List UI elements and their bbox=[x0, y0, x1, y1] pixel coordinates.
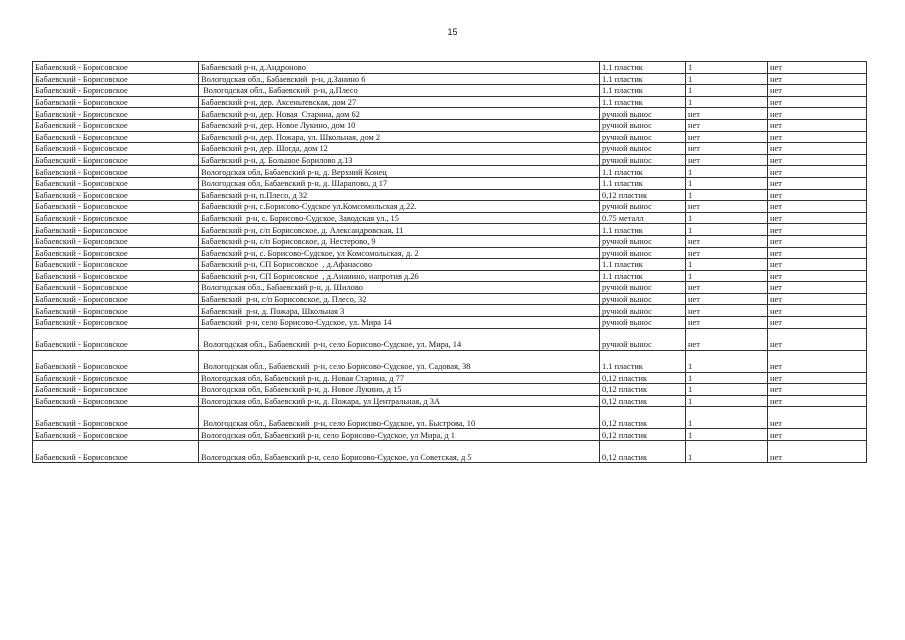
address-cell: Бабаевский р-н, СП Борисовское , д.Ананино, напротив д.26 bbox=[199, 270, 600, 282]
table-row bbox=[33, 62, 867, 74]
address-cell: Вологодская обл, Бабаевский р-н, д. Шарапово, д 17 bbox=[199, 177, 600, 189]
settlement-cell: Бабаевский - Борисовское bbox=[33, 305, 199, 317]
settlement-cell: Бабаевский - Борисовское bbox=[33, 317, 199, 329]
note-cell: нет bbox=[768, 328, 867, 350]
count-cell: нет bbox=[686, 235, 768, 247]
address-cell: Бабаевский р-н, дер. Аксеньтевская, дом 27 bbox=[199, 96, 600, 108]
note-cell: нет bbox=[768, 201, 867, 213]
container-cell: 1.1 пластик bbox=[600, 350, 686, 372]
count-cell: 1 bbox=[686, 85, 768, 97]
count-cell: 1 bbox=[686, 224, 768, 236]
address-cell: Бабаевский р-н, с. Борисово-Судское, ул Комсомольская, д. 2 bbox=[199, 247, 600, 259]
settlement-cell: Бабаевский - Борисовское bbox=[33, 166, 199, 178]
note-cell: нет bbox=[768, 62, 867, 74]
count-cell: 1 bbox=[686, 177, 768, 189]
table-row bbox=[33, 293, 867, 305]
settlement-cell: Бабаевский - Борисовское bbox=[33, 247, 199, 259]
settlement-cell: Бабаевский - Борисовское bbox=[33, 108, 199, 120]
note-cell: нет bbox=[768, 166, 867, 178]
note-cell: нет bbox=[768, 73, 867, 85]
settlement-cell: Бабаевский - Борисовское bbox=[33, 282, 199, 294]
count-cell: 1 bbox=[686, 96, 768, 108]
note-cell: нет bbox=[768, 384, 867, 396]
note-cell: нет bbox=[768, 177, 867, 189]
table-row bbox=[33, 235, 867, 247]
count-cell: нет bbox=[686, 317, 768, 329]
count-cell: 1 bbox=[686, 212, 768, 224]
container-cell: 1.1 пластик bbox=[600, 96, 686, 108]
count-cell: 1 bbox=[686, 189, 768, 201]
address-cell: Вологодская обл, Бабаевский р-н, село Борисово-Судское, ул Мира, д 1 bbox=[199, 429, 600, 441]
settlement-cell: Бабаевский - Борисовское bbox=[33, 131, 199, 143]
note-cell: нет bbox=[768, 119, 867, 131]
table-row bbox=[33, 372, 867, 384]
settlement-cell: Бабаевский - Борисовское bbox=[33, 429, 199, 441]
address-cell: Бабаевский р-н, с. Борисово-Судское, Заводская ул., 15 bbox=[199, 212, 600, 224]
settlement-cell: Бабаевский - Борисовское bbox=[33, 177, 199, 189]
table-row bbox=[33, 328, 867, 350]
count-cell: 1 bbox=[686, 270, 768, 282]
container-cell: 1.1 пластик bbox=[600, 177, 686, 189]
container-cell: 1.1 пластик bbox=[600, 62, 686, 74]
count-cell: нет bbox=[686, 154, 768, 166]
count-cell: нет bbox=[686, 293, 768, 305]
note-cell: нет bbox=[768, 131, 867, 143]
note-cell: нет bbox=[768, 441, 867, 463]
address-cell: Бабаевский р-н, с/п Борисовское, д. Александровская, 11 bbox=[199, 224, 600, 236]
note-cell: нет bbox=[768, 407, 867, 429]
address-cell: Вологодская обл, Бабаевский р-н, д. Новое Лукино, д 15 bbox=[199, 384, 600, 396]
count-cell: 1 bbox=[686, 441, 768, 463]
count-cell: 1 bbox=[686, 166, 768, 178]
note-cell: нет bbox=[768, 305, 867, 317]
container-cell: 0,12 пластик bbox=[600, 189, 686, 201]
settlement-cell: Бабаевский - Борисовское bbox=[33, 212, 199, 224]
settlement-cell: Бабаевский - Борисовское bbox=[33, 62, 199, 74]
table-row bbox=[33, 119, 867, 131]
container-cell: 0,12 пластик bbox=[600, 429, 686, 441]
count-cell: 1 bbox=[686, 350, 768, 372]
container-cell: ручной вынос bbox=[600, 154, 686, 166]
container-cell: 1.1 пластик bbox=[600, 85, 686, 97]
container-cell: 0.75 металл bbox=[600, 212, 686, 224]
count-cell: 1 bbox=[686, 395, 768, 407]
note-cell: нет bbox=[768, 350, 867, 372]
note-cell: нет bbox=[768, 96, 867, 108]
count-cell: нет bbox=[686, 201, 768, 213]
address-cell: Вологодская обл, Бабаевский р-н, село Борисово-Судское, ул Советская, д 5 bbox=[199, 441, 600, 463]
count-cell: 1 bbox=[686, 407, 768, 429]
table-row bbox=[33, 131, 867, 143]
count-cell: нет bbox=[686, 119, 768, 131]
container-cell: 1.1 пластик bbox=[600, 259, 686, 271]
address-cell: Бабаевский р-н, с/п Борисовское, д. Плесо, 32 bbox=[199, 293, 600, 305]
table-row bbox=[33, 201, 867, 213]
table-row bbox=[33, 384, 867, 396]
note-cell: нет bbox=[768, 143, 867, 155]
address-cell: Бабаевский р-н, дер. Новая Старина, дом 62 bbox=[199, 108, 600, 120]
address-cell: Бабаевский р-н, д. Пожара, Школьная 3 bbox=[199, 305, 600, 317]
note-cell: нет bbox=[768, 224, 867, 236]
count-cell: 1 bbox=[686, 73, 768, 85]
settlement-cell: Бабаевский - Борисовское bbox=[33, 154, 199, 166]
settlement-cell: Бабаевский - Борисовское bbox=[33, 119, 199, 131]
container-cell: 0,12 пластик bbox=[600, 372, 686, 384]
address-cell: Вологодская обл, Бабаевский р-н, д. Верхний Конец bbox=[199, 166, 600, 178]
container-cell: 1.1 пластик bbox=[600, 166, 686, 178]
container-cell: ручной вынос bbox=[600, 143, 686, 155]
container-cell: 0,12 пластик bbox=[600, 441, 686, 463]
count-cell: нет bbox=[686, 305, 768, 317]
count-cell: нет bbox=[686, 247, 768, 259]
table-row bbox=[33, 259, 867, 271]
address-cell: Вологодская обл, Бабаевский р-н, д. Пожара, ул Центральная, д 3А bbox=[199, 395, 600, 407]
table-row bbox=[33, 429, 867, 441]
count-cell: 1 bbox=[686, 384, 768, 396]
settlement-cell: Бабаевский - Борисовское bbox=[33, 395, 199, 407]
address-cell: Вологодская обл., Бабаевский р-н, село Борисово-Судское, ул. Мира, 14 bbox=[199, 328, 600, 350]
address-cell: Бабаевский р-н, СП Борисовское , д.Афанасово bbox=[199, 259, 600, 271]
table-row bbox=[33, 96, 867, 108]
container-cell: 1.1 пластик bbox=[600, 270, 686, 282]
note-cell: нет bbox=[768, 282, 867, 294]
table-row bbox=[33, 154, 867, 166]
settlement-cell: Бабаевский - Борисовское bbox=[33, 96, 199, 108]
table-row bbox=[33, 224, 867, 236]
note-cell: нет bbox=[768, 317, 867, 329]
count-cell: 1 bbox=[686, 372, 768, 384]
table-row bbox=[33, 282, 867, 294]
table-row bbox=[33, 305, 867, 317]
settlement-cell: Бабаевский - Борисовское bbox=[33, 73, 199, 85]
container-cell: ручной вынос bbox=[600, 247, 686, 259]
container-cell: 0,12 пластик bbox=[600, 395, 686, 407]
settlement-cell: Бабаевский - Борисовское bbox=[33, 224, 199, 236]
container-cell: 0,12 пластик bbox=[600, 384, 686, 396]
address-cell: Бабаевский р-н, с/п Борисовское, д. Нестерово, 9 bbox=[199, 235, 600, 247]
table-row bbox=[33, 108, 867, 120]
table-row bbox=[33, 166, 867, 178]
address-cell: Бабаевский р-н, с.Борисово-Судское ул.Комсомольская д.22. bbox=[199, 201, 600, 213]
container-cell: ручной вынос bbox=[600, 305, 686, 317]
address-cell: Вологодская обл., Бабаевский р-н, село Борисово-Судское, ул. Быстрова, 10 bbox=[199, 407, 600, 429]
table-row bbox=[33, 212, 867, 224]
address-cell: Бабаевский р-н, дер. Новое Лукино, дом 10 bbox=[199, 119, 600, 131]
page-number: 15 bbox=[447, 27, 458, 37]
note-cell: нет bbox=[768, 270, 867, 282]
note-cell: нет bbox=[768, 212, 867, 224]
count-cell: нет bbox=[686, 328, 768, 350]
note-cell: нет bbox=[768, 154, 867, 166]
note-cell: нет bbox=[768, 85, 867, 97]
container-cell: ручной вынос bbox=[600, 317, 686, 329]
registry-table bbox=[32, 61, 867, 463]
address-cell: Бабаевский р-н, дер. Шогда, дом 12 bbox=[199, 143, 600, 155]
container-cell: 1.1 пластик bbox=[600, 73, 686, 85]
note-cell: нет bbox=[768, 429, 867, 441]
container-cell: ручной вынос bbox=[600, 201, 686, 213]
container-cell: ручной вынос bbox=[600, 131, 686, 143]
count-cell: нет bbox=[686, 131, 768, 143]
settlement-cell: Бабаевский - Борисовское bbox=[33, 407, 199, 429]
table-row bbox=[33, 85, 867, 97]
table-row bbox=[33, 189, 867, 201]
settlement-cell: Бабаевский - Борисовское bbox=[33, 270, 199, 282]
container-cell: ручной вынос bbox=[600, 282, 686, 294]
note-cell: нет bbox=[768, 293, 867, 305]
settlement-cell: Бабаевский - Борисовское bbox=[33, 189, 199, 201]
settlement-cell: Бабаевский - Борисовское bbox=[33, 85, 199, 97]
settlement-cell: Бабаевский - Борисовское bbox=[33, 259, 199, 271]
address-cell: Вологодская обл., Бабаевский р-н, д.Плесо bbox=[199, 85, 600, 97]
address-cell: Вологодская обл, Бабаевский р-н, д. Новая Старина, д 77 bbox=[199, 372, 600, 384]
address-cell: Бабаевский р-н, село Борисово-Судское, ул. Мира 14 bbox=[199, 317, 600, 329]
table-row bbox=[33, 143, 867, 155]
note-cell: нет bbox=[768, 189, 867, 201]
count-cell: нет bbox=[686, 282, 768, 294]
note-cell: нет bbox=[768, 247, 867, 259]
container-cell: 0,12 пластик bbox=[600, 407, 686, 429]
settlement-cell: Бабаевский - Борисовское bbox=[33, 441, 199, 463]
address-cell: Бабаевский р-н, дер. Пожара, ул. Школьная, дом 2 bbox=[199, 131, 600, 143]
count-cell: 1 bbox=[686, 62, 768, 74]
note-cell: нет bbox=[768, 108, 867, 120]
address-cell: Вологодская обл., Бабаевский р-н, д. Шилово bbox=[199, 282, 600, 294]
note-cell: нет bbox=[768, 259, 867, 271]
table-row bbox=[33, 247, 867, 259]
note-cell: нет bbox=[768, 395, 867, 407]
container-cell: 1.1 пластик bbox=[600, 224, 686, 236]
note-cell: нет bbox=[768, 372, 867, 384]
table-row bbox=[33, 317, 867, 329]
address-cell: Бабаевский р-н, д. Большое Борилово д.13 bbox=[199, 154, 600, 166]
table-row bbox=[33, 407, 867, 429]
container-cell: ручной вынос bbox=[600, 293, 686, 305]
address-cell: Вологодская обл., Бабаевский р-н, д.Занино 6 bbox=[199, 73, 600, 85]
note-cell: нет bbox=[768, 235, 867, 247]
settlement-cell: Бабаевский - Борисовское bbox=[33, 384, 199, 396]
settlement-cell: Бабаевский - Борисовское bbox=[33, 372, 199, 384]
settlement-cell: Бабаевский - Борисовское bbox=[33, 328, 199, 350]
address-cell: Бабаевский р-н, д.Андроново bbox=[199, 62, 600, 74]
container-cell: ручной вынос bbox=[600, 108, 686, 120]
settlement-cell: Бабаевский - Борисовское bbox=[33, 293, 199, 305]
count-cell: нет bbox=[686, 143, 768, 155]
settlement-cell: Бабаевский - Борисовское bbox=[33, 350, 199, 372]
table-row bbox=[33, 395, 867, 407]
settlement-cell: Бабаевский - Борисовское bbox=[33, 143, 199, 155]
address-cell: Вологодская обл., Бабаевский р-н, село Борисово-Судское, ул. Садовая, 38 bbox=[199, 350, 600, 372]
table-row bbox=[33, 350, 867, 372]
count-cell: нет bbox=[686, 108, 768, 120]
count-cell: 1 bbox=[686, 259, 768, 271]
container-cell: ручной вынос bbox=[600, 235, 686, 247]
table-row bbox=[33, 270, 867, 282]
container-cell: ручной вынос bbox=[600, 119, 686, 131]
settlement-cell: Бабаевский - Борисовское bbox=[33, 201, 199, 213]
address-cell: Бабаевский р-н, п.Плесо, д 32 bbox=[199, 189, 600, 201]
table-row bbox=[33, 177, 867, 189]
settlement-cell: Бабаевский - Борисовское bbox=[33, 235, 199, 247]
container-cell: ручной вынос bbox=[600, 328, 686, 350]
count-cell: 1 bbox=[686, 429, 768, 441]
table-row bbox=[33, 441, 867, 463]
registry-table-body bbox=[33, 62, 867, 463]
table-row bbox=[33, 73, 867, 85]
